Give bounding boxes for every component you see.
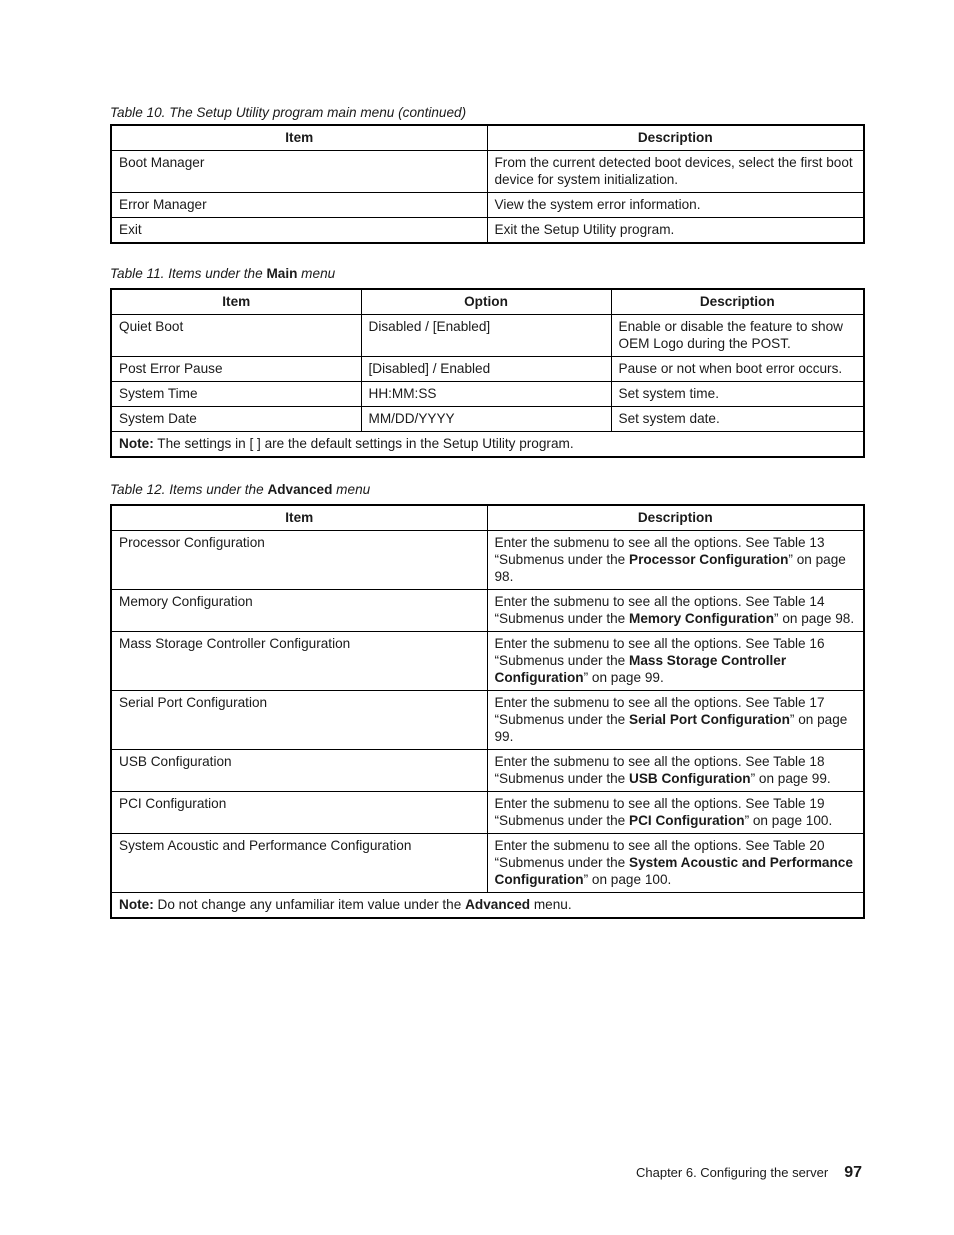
description-menu-name: Mass Storage Controller Configuration [494,653,787,685]
table12-item: System Acoustic and Performance Configuration [111,834,487,893]
table12-item: Mass Storage Controller Configuration [111,632,487,691]
caption-menu-name: Main [266,266,298,281]
note-text: menu. [530,897,572,912]
table-note-row [111,893,864,919]
description-menu-name: Memory Configuration [629,611,775,626]
note-menu-name: Advanced [465,897,531,912]
table10-cell: Exit the Setup Utility program. [487,218,864,244]
table12-description [487,632,864,691]
table-row [111,531,864,590]
description-text: ” on page 100. [583,872,672,887]
description-text: Enter the submenu to see all the options. See Table 19 “Submenus under the [494,796,825,828]
table-row [111,590,864,632]
description-text: Enter the submenu to see all the options. See Table 13 “Submenus under the [494,535,825,567]
note-label: Note: [119,897,154,912]
table11-cell: Enable or disable the feature to show OEM Logo during the POST. [611,315,864,357]
table12-description [487,590,864,632]
description-text: ” on page 100. [744,813,833,828]
table12-description [487,531,864,590]
table11-caption [110,265,335,282]
table12-item: Processor Configuration [111,531,487,590]
caption-text: Table 12. Items under the [110,482,268,497]
table10-cell: Exit [111,218,487,244]
description-menu-name: System Acoustic and Performance Configuration [494,855,853,887]
description-menu-name: USB Configuration [629,771,751,786]
description-text: ” on page 98. [494,552,846,584]
description-text: Enter the submenu to see all the options. See Table 18 “Submenus under the [494,754,825,786]
table12-header-description: Description [487,505,864,531]
table10-caption: Table 10. The Setup Utility program main menu (continued) [110,105,467,120]
description-menu-name: Serial Port Configuration [629,712,790,727]
table10-header-description: Description [487,125,864,151]
table12-description [487,792,864,834]
table10-cell: View the system error information. [487,193,864,218]
table-row [111,691,864,750]
table-row [111,382,864,407]
table11-cell: Pause or not when boot error occurs. [611,357,864,382]
caption-text: Table 11. Items under the [110,266,267,281]
table-row [111,193,864,218]
table-row [111,750,864,792]
caption-text: menu [332,482,371,497]
table10-cell: Error Manager [111,193,487,218]
table11 [110,288,865,458]
table-row [111,792,864,834]
table10-header-item: Item [111,125,487,151]
table-row [111,357,864,382]
table11-cell: Disabled / [Enabled] [361,315,611,357]
note-text: The settings in [ ] are the default settings in the Setup Utility program. [153,436,574,451]
note-label: Note: [119,436,154,451]
description-menu-name: PCI Configuration [629,813,745,828]
page-footer [636,1164,862,1182]
table10-cell: From the current detected boot devices, select the first boot device for system initialization. [487,151,864,193]
table11-cell: System Time [111,382,361,407]
description-text: Enter the submenu to see all the options. See Table 14 “Submenus under the [494,594,825,626]
table11-header-description: Description [611,289,864,315]
description-text: Enter the submenu to see all the options. See Table 16 “Submenus under the [494,636,825,668]
table10 [110,124,865,244]
table-row [111,834,864,893]
table11-note [111,432,864,458]
table12-item: USB Configuration [111,750,487,792]
description-text: Enter the submenu to see all the options. See Table 17 “Submenus under the [494,695,825,727]
table-row [111,315,864,357]
table11-header-option: Option [361,289,611,315]
description-text: ” on page 99. [494,712,848,744]
table-note-row [111,432,864,458]
table11-header-item: Item [111,289,361,315]
table11-cell: System Date [111,407,361,432]
description-text: ” on page 99. [750,771,831,786]
table11-cell: Quiet Boot [111,315,361,357]
description-text: ” on page 98. [774,611,855,626]
table11-cell: Set system date. [611,407,864,432]
chapter-title: Chapter 6. Configuring the server [635,1165,829,1180]
table11-cell: MM/DD/YYYY [361,407,611,432]
description-text: ” on page 99. [583,670,664,685]
table11-cell: [Disabled] / Enabled [361,357,611,382]
table12-header-item: Item [111,505,487,531]
table12-caption [110,481,370,498]
table-row [111,218,864,244]
caption-text: menu [297,266,336,281]
table12-item: Memory Configuration [111,590,487,632]
table12 [110,504,865,919]
table11-cell: Set system time. [611,382,864,407]
description-text: Enter the submenu to see all the options. See Table 20 “Submenus under the [494,838,825,870]
table-row [111,151,864,193]
table12-item: PCI Configuration [111,792,487,834]
table12-description [487,750,864,792]
description-menu-name: Processor Configuration [629,552,789,567]
table10-cell: Boot Manager [111,151,487,193]
table-row [111,407,864,432]
table11-cell: HH:MM:SS [361,382,611,407]
table12-item: Serial Port Configuration [111,691,487,750]
table11-cell: Post Error Pause [111,357,361,382]
table12-note [111,893,864,919]
table-row [111,632,864,691]
table12-description [487,691,864,750]
page-number: 97 [844,1164,862,1181]
caption-menu-name: Advanced [267,482,333,497]
table12-description [487,834,864,893]
note-text: Do not change any unfamiliar item value under the [153,897,466,912]
